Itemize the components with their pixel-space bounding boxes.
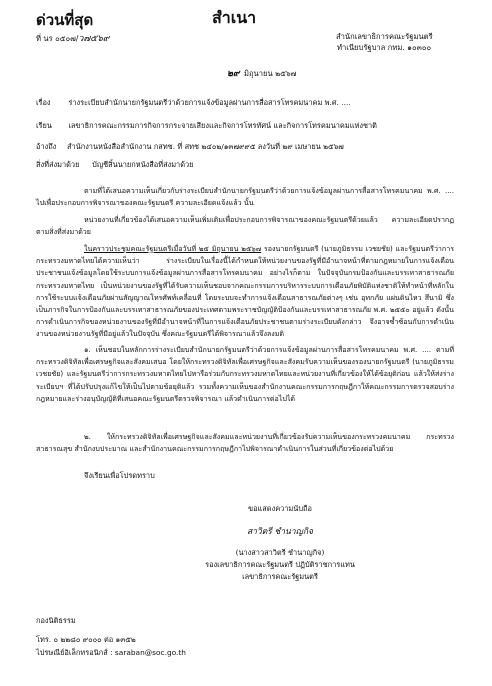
resolution-item-2 — [36, 431, 454, 455]
paragraph-1-text: ตามที่ได้เสนอความเห็นเกี่ยวกับร่างระเบียบสำนักนายกรัฐมนตรีว่าด้วยการแจ้งข้อมูลผ่านการสื่อสารโทรคมนาคม พ.ศ. .... ไปเพื่อประกอบการพิจารณาของคณะรัฐมนตรี ความละเอียดแจ้งแล้ว นั้น — [36, 186, 454, 208]
paragraph-1 — [36, 185, 454, 209]
enclosure-text: บัญชีสิ้นนายกหนังสือที่ส่งมาด้วย — [92, 160, 194, 169]
paragraph-2 — [36, 214, 454, 238]
signer-name: (นางสาวสาวิตรี ชำนาญกิจ) — [235, 548, 325, 557]
signer-title-2: เลขาธิการคณะรัฐมนตรี — [242, 572, 318, 581]
urgent-label: ด่วนที่สุด — [36, 11, 94, 29]
document-number-prefix: ที่ นร ๐๕๐๗/ — [36, 34, 79, 43]
resolution-item-1-text: ๑. เห็นชอบในหลักการร่างระเบียบสำนักนายกรัฐมนตรีว่าด้วยการแจ้งข้อมูลผ่านการสื่อสารโทรคมนาคม พ.ศ. .... ตามที่กระทรวงดิจิทัลเพื่อเศรษฐกิจและสังคมเสนอ โดยให้กระทรวงดิจิทัลเพื่อเศรษฐกิจและสังคมรับความเห็นของรองนายกรัฐมนตรี (นายภูมิธรรม เวชยชัย) และรัฐมนตรีว่าการกระทรวงมหาดไทยไปหารือร่วมกับกระทรวงมหาดไทยและหน่วยงานที่เกี่ยวข้องให้ได้ข้อยุติก่อน แล้วให้ส่งร่างระเบียบฯ ที่ได้ปรับปรุงแก้ไขให้เป็นไปตามข้อยุติแล้ว รวมทั้งความเห็นของสำนักงานคณะกรรมการกฤษฎีกาให้คณะกรรมการตรวจสอบร่างกฎหมายและร่างอนุบัญญัติที่เสนอคณะรัฐมนตรีตรวจพิจารณา แล้วดำเนินการต่อไปได้ — [36, 345, 454, 403]
date-day: ๒๙ — [227, 69, 240, 79]
footer-phone: โทร. ๐ ๒๒๘๐ ๙๐๐๐ ต่อ ๑๓๕๒ — [36, 635, 136, 644]
reference-label: อ้างถึง — [36, 142, 57, 151]
subject-row — [36, 97, 351, 109]
reference-text: สำนักงานหนังสือสำนักงาน กสทช. ที่ สทช ๒๔๐๒/๑๓๗๙๙๕ ลงวันที่ ๒๙ เมษายน ๒๕๖๗ — [67, 142, 344, 151]
subject-text: ร่างระเบียบสำนักนายกรัฐมนตรีว่าด้วยการแจ้งข้อมูลผ่านการสื่อสารโทรคมนาคม พ.ศ. .... — [68, 98, 351, 107]
paragraph-3 — [36, 243, 454, 341]
office-name: สำนักเลขาธิการคณะรัฐมนตรี — [336, 32, 433, 41]
document-number-handwritten: ว๗๕๖๙ — [78, 34, 110, 44]
handwritten-signature: สาวิตรี ชำนาญกิจ — [246, 527, 314, 537]
enclosure-row — [36, 159, 194, 171]
signer-title-1: รองเลขาธิการคณะรัฐมนตรี ปฏิบัติราชการแทน — [205, 560, 355, 569]
paragraph-3-underlined: ในคราวประชุมคณะรัฐมนตรีเมื่อวันที่ ๒๕ มิถุนายน ๒๕๖๗ — [84, 244, 262, 253]
document-number — [36, 31, 109, 45]
subject-label: เรื่อง — [36, 98, 51, 107]
document-date — [227, 66, 296, 80]
recipient-row — [36, 120, 377, 132]
date-month-year: มิถุนายน ๒๕๖๗ — [243, 69, 297, 78]
paragraph-3-text: รองนายกรัฐมนตรี (นายภูมิธรรม เวชยชัย) และรัฐมนตรีว่าการกระทรวงมหาดไทยได้ความเห็นว่า ร่างระเบียบในเรื่องนี้ได้กำหนดให้หน่วยงานของรัฐที่มีอำนาจหน้าที่ตามกฎหมายในการแจ้งเตือนประชาชนแจ้งข้อมูลโดยใช้ระบบการแจ้งข้อมูลผ่านการสื่อสารโทรคมนาคม อย่างไรก็ตาม ในปัจจุบันกรมป้องกันและบรรเทาสาธารณภัย กระทรวงมหาดไทย เป็นหน่วยงานของรัฐที่ได้รับความเห็นชอบจากคณะกรรมการบริหารระบบการเตือนภัยพิบัติแห่งชาติให้ทำหน้าที่หลักในการใช้ระบบแจ้งเตือนภัยผ่านสัญญาณโทรศัพท์เคลื่อนที่ โดยระบบจะทำการแจ้งเตือนสาธารณภัยต่างๆ เช่น อุทกภัย แผ่นดินไหว สึนามิ ซึ่งเป็นภารกิจในการป้องกันและบรรเทาสาธารณภัยของประเทศตามพระราชบัญญัติป้องกันและบรรเทาสาธารณภัย พ.ศ. ๒๕๕๐ อยู่แล้ว ดังนั้น การดำเนินการกิจของหน่วยงานของรัฐที่มีอำนาจหน้าที่ในการแจ้งเตือนภัยประชาชนตามร่างระเบียบดังกล่าว จึงอาจซ้ำซ้อนกับการดำเนินงานของหน่วยงานรัฐที่มีอยู่แล้วในปัจจุบัน ซึ่งคณะรัฐมนตรีได้พิจารณาแล้วจึงลงมติ — [36, 244, 454, 339]
footer-email: ไปรษณีย์อิเล็กทรอนิกส์ : saraban@soc.go.th — [36, 648, 186, 657]
footer-division: กองนิติธรรม — [36, 616, 76, 625]
office-address: ทำเนียบรัฐบาล กทม. ๑๐๓๐๐ — [337, 43, 432, 52]
resolution-item-1 — [36, 344, 454, 405]
respect-text: ขอแสดงความนับถือ — [248, 504, 312, 513]
enclosure-label: สิ่งที่ส่งมาด้วย — [36, 160, 80, 169]
resolution-item-2-text: ๒. ให้กระทรวงดิจิทัลเพื่อเศรษฐกิจและสังคมและหน่วยงานที่เกี่ยวข้องรับความเห็นของกระทรวงคมนาคม กระทรวงสาธารณสุข สำนักงบประมาณ และสำนักงานคณะกรรมการกฤษฎีกาไปพิจารณาดำเนินการในส่วนที่เกี่ยวข้องต่อไปด้วย — [36, 432, 454, 454]
recipient-label: เรียน — [36, 121, 52, 130]
copy-label: สำเนา — [212, 8, 257, 27]
closing-text: จึงเรียนเพื่อโปรดทราบ — [84, 471, 155, 480]
paragraph-2-text: หน่วยงานที่เกี่ยวข้องได้เสนอความเห็นเพิ่มเติมเพื่อประกอบการพิจารณาของคณะรัฐมนตรีด้วยแล้ว ความละเอียดปรากฏตามสิ่งที่ส่งมาด้วย — [36, 215, 454, 237]
recipient-text: เลขาธิการคณะกรรมการกิจการกระจายเสียงและกิจการโทรทัศน์ และกิจการโทรคมนาคมแห่งชาติ — [68, 121, 377, 130]
reference-row — [36, 141, 344, 153]
